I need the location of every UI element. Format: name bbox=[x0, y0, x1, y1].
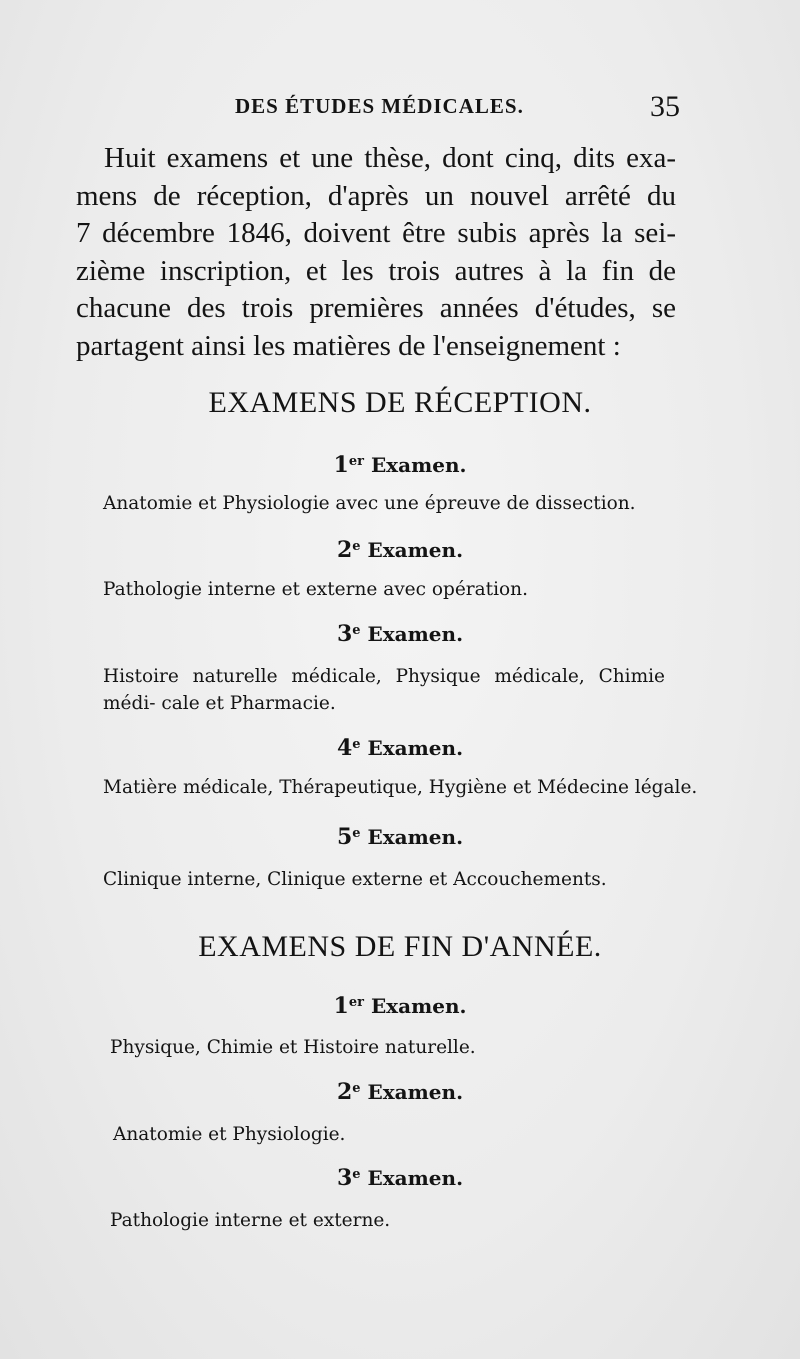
exam-label: Examen. bbox=[367, 1080, 464, 1104]
exam-subjects: Clinique interne, Clinique externe et Accouchements. bbox=[103, 869, 607, 890]
exam-title bbox=[0, 621, 800, 647]
exam-subjects: Anatomie et Physiologie avec une épreuve de dissection. bbox=[103, 493, 636, 514]
section-heading-reception: EXAMENS DE RÉCEPTION. bbox=[208, 386, 592, 419]
section-heading-fin-annee: EXAMENS DE FIN D'ANNÉE. bbox=[198, 930, 602, 963]
exam-subjects: Physique, Chimie et Histoire naturelle. bbox=[110, 1037, 476, 1058]
exam-title bbox=[0, 735, 800, 761]
page-header bbox=[235, 92, 680, 126]
intro-line: Huit examens et une thèse, dont cinq, dits exa- bbox=[104, 142, 676, 174]
running-title: DES ÉTUDES MÉDICALES. bbox=[235, 94, 524, 118]
exam-label: Examen. bbox=[370, 994, 467, 1018]
exam-label: Examen. bbox=[367, 538, 464, 562]
exam-number: 3 bbox=[336, 1165, 353, 1191]
exam-suffix: e bbox=[352, 1167, 361, 1182]
exam-label: Examen. bbox=[367, 825, 464, 849]
exam-suffix: e bbox=[352, 737, 361, 752]
exam-label: Examen. bbox=[367, 736, 464, 760]
intro-line: chacune des trois premières années d'études, se bbox=[76, 292, 676, 324]
exam-subjects: Histoire naturelle médicale, Physique médicale, Chimie médi- cale et Pharmacie. bbox=[103, 666, 665, 714]
exam-number: 1 bbox=[333, 452, 349, 478]
intro-line: mens de réception, d'après un nouvel arrêté du bbox=[76, 179, 676, 212]
exam-number: 4 bbox=[336, 735, 353, 761]
intro-line: 7 décembre 1846, doivent être subis après la sei- bbox=[76, 217, 676, 249]
exam-title bbox=[0, 1079, 800, 1105]
exam-title bbox=[0, 993, 800, 1019]
exam-suffix: e bbox=[352, 623, 361, 638]
exam-number: 5 bbox=[336, 824, 353, 850]
exam-number: 3 bbox=[336, 621, 353, 647]
exam-subjects: Pathologie interne et externe avec opération. bbox=[103, 579, 528, 600]
exam-label: Examen. bbox=[367, 1166, 464, 1190]
exam-title bbox=[0, 452, 800, 478]
exam-number: 1 bbox=[333, 993, 349, 1019]
exam-number: 2 bbox=[336, 537, 353, 563]
intro-line: partagent ainsi les matières de l'enseignement : bbox=[76, 329, 621, 362]
exam-number: 2 bbox=[336, 1079, 353, 1105]
intro-line: zième inscription, et les trois autres à la fin de bbox=[76, 254, 676, 287]
page-number: 35 bbox=[650, 90, 680, 123]
exam-suffix: e bbox=[352, 826, 361, 841]
exam-label: Examen. bbox=[367, 622, 464, 646]
exam-suffix: er bbox=[348, 454, 364, 469]
exam-suffix: e bbox=[352, 1081, 361, 1096]
exam-subjects: Pathologie interne et externe. bbox=[110, 1210, 391, 1231]
exam-title bbox=[0, 1165, 800, 1191]
exam-subjects: Anatomie et Physiologie. bbox=[113, 1124, 346, 1145]
intro-paragraph bbox=[76, 140, 676, 365]
exam-subjects: Matière médicale, Thérapeutique, Hygiène et Médecine légale. bbox=[103, 777, 698, 798]
exam-label: Examen. bbox=[370, 453, 467, 477]
exam-title bbox=[0, 824, 800, 850]
exam-title bbox=[0, 537, 800, 563]
exam-suffix: er bbox=[348, 995, 364, 1010]
exam-suffix: e bbox=[352, 539, 361, 554]
